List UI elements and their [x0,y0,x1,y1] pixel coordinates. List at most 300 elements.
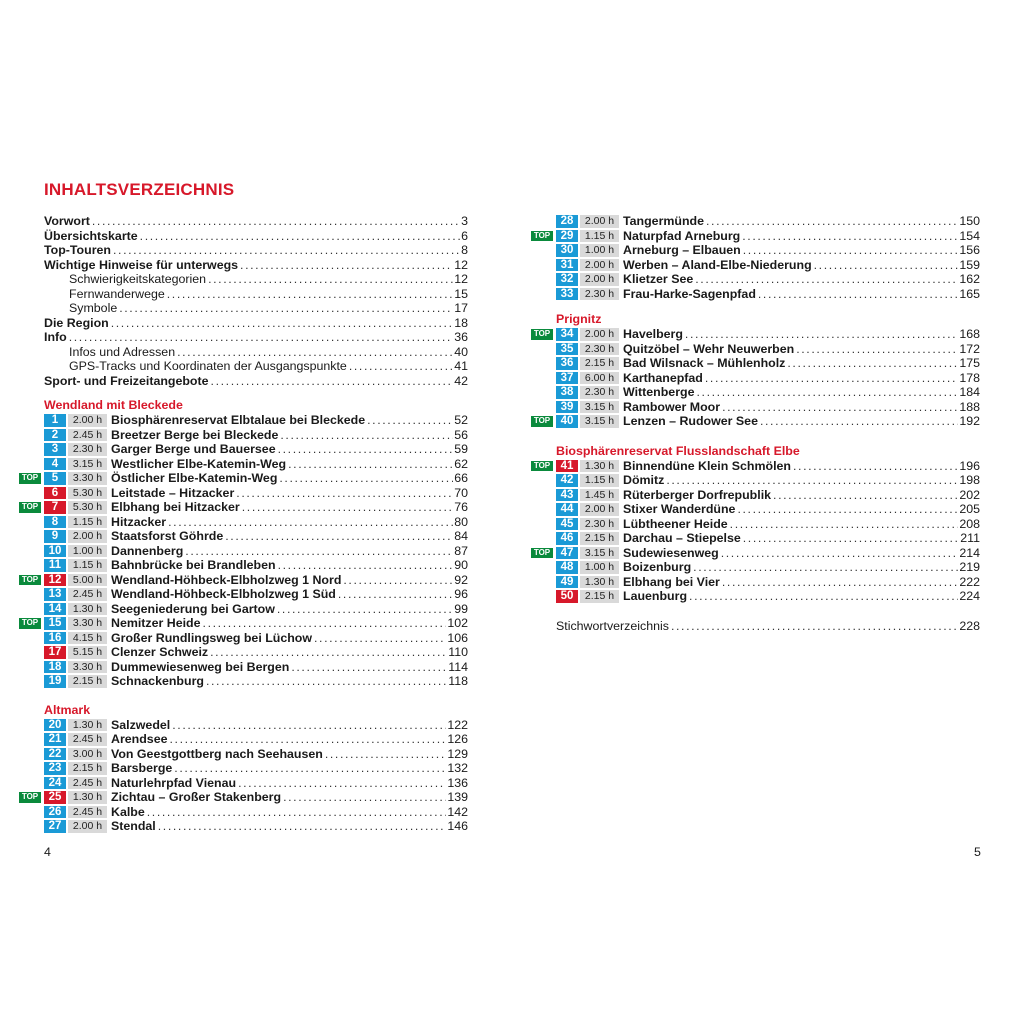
tour-entry-text [111,674,468,689]
leader-dots [730,517,959,532]
tour-entry[interactable] [44,674,468,689]
leader-dots [168,515,453,530]
tour-number-badge: 9 [44,530,66,543]
tour-number-badge: 32 [556,273,578,286]
leader-dots [288,457,453,472]
tour-entry[interactable] [44,718,468,733]
tour-entry[interactable] [556,488,980,503]
tour-entry[interactable] [21,616,468,631]
leader-dots [693,560,958,575]
toc-entry[interactable] [44,345,468,360]
tour-entry-text [623,400,980,415]
toc-entry-page: 3 [461,214,468,228]
tour-name: Lübtheener Heide [623,516,728,531]
leader-dots [206,674,447,689]
toc-entry[interactable] [44,359,468,374]
tour-number-badge: 19 [44,675,66,688]
toc-entry[interactable] [44,258,468,273]
tour-entry[interactable] [44,631,468,646]
tour-duration: 1.00 h [580,561,619,574]
tour-number-badge: 12 [44,574,66,587]
toc-entry-page: 41 [454,359,468,373]
tour-entry[interactable] [556,287,980,302]
tour-duration: 5.00 h [68,574,107,587]
tour-entry-text [623,243,980,258]
tour-number-badge: 1 [44,414,66,427]
tour-entry-text [111,616,468,631]
tour-duration: 1.00 h [68,545,107,558]
tour-duration: 3.30 h [68,472,107,485]
page-number-right: 5 [974,845,981,859]
tour-entry[interactable] [44,776,468,791]
tour-number-badge: 24 [44,777,66,790]
tour-number-badge: 11 [44,559,66,572]
tour-number-badge: 15 [44,617,66,630]
tour-duration: 2.00 h [580,259,619,272]
tour-number-badge: 43 [556,489,578,502]
tour-list-altmark-continued [533,214,980,301]
tour-entry-text [111,573,468,588]
tour-entry[interactable] [21,572,468,588]
leader-dots [169,732,446,747]
tour-entry-text [623,517,980,532]
tour-entry[interactable] [533,414,980,429]
tour-page: 66 [454,471,468,485]
leader-dots [742,229,958,244]
tour-duration: 2.00 h [68,414,107,427]
tour-page: 154 [959,228,980,243]
tour-entry[interactable] [44,457,468,472]
leader-dots [696,385,958,400]
tour-number-badge: 44 [556,503,578,516]
leader-dots [695,272,958,287]
tour-entry[interactable] [44,515,468,530]
tour-duration: 5.30 h [68,501,107,514]
tour-number-badge: 3 [44,443,66,456]
tour-entry[interactable] [21,500,468,515]
toc-entry-label: GPS-Tracks und Koordinaten der Ausgangspunkte [69,359,347,373]
tour-duration: 1.15 h [580,474,619,487]
tour-entry[interactable] [44,486,468,501]
leader-dots [343,573,453,588]
toc-entry-label: Die Region [44,315,109,330]
index-entry-page: 228 [959,618,980,633]
toc-entry[interactable] [44,301,468,316]
tour-duration: 1.15 h [580,230,619,243]
leader-dots [743,531,959,546]
tour-entry-text [111,776,468,791]
section-title-biosphaere: Biosphärenreservat Flusslandschaft Elbe [556,443,800,458]
tour-page: 198 [959,473,980,487]
tour-page: 76 [454,500,468,514]
tour-entry-text [111,761,468,776]
leader-dots [796,342,958,357]
tour-number-badge: 6 [44,487,66,500]
tour-number-badge: 35 [556,343,578,356]
toc-entry-page: 36 [454,330,468,344]
tour-duration: 3.00 h [68,748,107,761]
tour-page: 208 [959,516,980,531]
tour-name: Stixer Wanderdüne [623,502,736,516]
tour-name: Elbhang bei Hitzacker [111,500,240,514]
tour-entry-text [623,214,980,229]
leader-dots [172,718,446,733]
tour-entry[interactable] [556,517,980,532]
leader-dots [242,500,453,515]
tour-number-badge: 49 [556,576,578,589]
tour-entry-text [623,272,980,287]
leader-dots [758,287,958,302]
tour-entry-text [111,529,468,544]
index-entry[interactable] [556,619,980,634]
tour-duration: 1.30 h [68,603,107,616]
tour-number-badge: 27 [44,820,66,833]
tour-entry-text [111,428,468,443]
tour-name: Lenzen – Rudower See [623,414,758,428]
toc-entry-page: 12 [454,272,468,286]
toc-entry-page: 40 [454,344,468,359]
tour-entry[interactable] [556,589,980,604]
tour-number-badge: 22 [44,748,66,761]
tour-page: 188 [959,399,980,414]
tour-page: 156 [959,243,980,257]
top-tour-badge: TOP [531,231,553,242]
tour-name: Karthanepfad [623,370,703,385]
tour-entry-text [623,575,980,590]
tour-duration: 2.00 h [580,328,619,341]
tour-page: 142 [447,804,468,819]
toc-entry-page: 6 [461,228,468,243]
tour-duration: 2.00 h [68,820,107,833]
toc-entry-label: Vorwort [44,214,90,228]
toc-entry[interactable] [44,287,468,302]
tour-page: 84 [454,529,468,543]
top-tour-badge: TOP [531,548,553,559]
tour-duration: 2.30 h [580,386,619,399]
tour-duration: 2.45 h [68,429,107,442]
section-title-prignitz: Prignitz [556,312,602,326]
tour-entry[interactable] [44,747,468,762]
tour-duration: 2.30 h [580,518,619,531]
page-number-left: 4 [44,845,51,859]
tour-entry[interactable] [556,385,980,400]
tour-entry[interactable] [533,458,980,474]
tour-entry[interactable] [556,560,980,575]
tour-entry-text [111,500,468,515]
tour-name: Boizenburg [623,560,692,574]
tour-entry-text [623,258,980,273]
tour-entry-text [111,645,468,660]
leader-dots [92,214,460,229]
tour-page: 122 [447,717,468,732]
tour-duration: 2.30 h [580,288,619,301]
tour-entry[interactable] [44,558,468,573]
leader-dots [113,243,460,258]
tour-entry-text [623,371,980,386]
tour-entry[interactable] [44,819,468,834]
tour-page: 192 [959,414,980,428]
tour-number-badge: 38 [556,386,578,399]
tour-name: Rambower Moor [623,399,721,414]
tour-entry[interactable] [44,587,468,602]
tour-entry[interactable] [556,502,980,517]
tour-entry[interactable] [44,529,468,544]
tour-duration: 2.00 h [580,273,619,286]
tour-entry[interactable] [44,645,468,660]
tour-entry-text [111,486,468,501]
toc-entry-page: 18 [454,315,468,330]
tour-entry-text [623,342,980,357]
tour-entry[interactable] [556,243,980,258]
tour-duration: 2.15 h [68,762,107,775]
page-title: INHALTSVERZEICHNIS [44,180,235,199]
tour-entry[interactable] [556,575,980,590]
tour-number-badge: 46 [556,532,578,545]
toc-entry-page: 15 [454,286,468,301]
top-tour-badge: TOP [19,575,41,586]
tour-entry[interactable] [533,228,980,244]
tour-page: 139 [447,790,468,804]
tour-entry[interactable] [556,342,980,357]
tour-entry[interactable] [44,442,468,457]
tour-list-altmark [21,717,468,834]
tour-number-badge: 30 [556,244,578,257]
tour-name: Rüterberger Dorfrepublik [623,487,772,502]
tour-name: Hitzacker [111,514,167,529]
tour-name: Darchau – Stiepelse [623,531,741,545]
tour-entry[interactable] [533,545,980,561]
toc-entry[interactable] [44,316,468,331]
tour-entry-text [623,502,980,517]
tour-entry[interactable] [556,356,980,371]
tour-duration: 3.15 h [580,415,619,428]
tour-name: Bad Wilsnack – Mühlenholz [623,356,786,370]
tour-name: Dömitz [623,473,665,487]
tour-name: Klietzer See [623,272,694,286]
tour-name: Schnackenburg [111,674,204,688]
tour-number-badge: 29 [556,230,578,243]
tour-name: Arneburg – Elbauen [623,243,741,257]
tour-page: 118 [448,674,468,688]
tour-entry-text [623,229,980,244]
tour-list-biosphaere [533,458,980,604]
tour-entry-text [111,515,468,530]
leader-dots [814,258,959,273]
tour-entry[interactable] [556,531,980,546]
tour-entry[interactable] [556,258,980,273]
tour-entry-text [111,790,468,805]
tour-name: Staatsforst Göhrde [111,529,224,543]
tour-entry[interactable] [44,805,468,820]
section-title-wendland: Wendland mit Bleckede [44,398,183,412]
tour-name: Breetzer Berge bei Bleckede [111,427,279,442]
tour-name: Von Geestgottberg nach Seehausen [111,746,323,761]
tour-entry-text [111,442,468,457]
tour-duration: 1.15 h [68,559,107,572]
toc-entry-label: Sport- und Freizeitangebote [44,373,209,388]
tour-entry[interactable] [556,214,980,229]
leader-dots [722,575,958,590]
toc-entry-page: 12 [454,257,468,272]
tour-entry-text [623,356,980,371]
tour-duration: 5.15 h [68,646,107,659]
toc-entry-page: 17 [454,301,468,315]
tour-entry-text [623,287,980,302]
toc-left-column [21,214,468,834]
tour-entry-text [111,747,468,762]
leader-dots [283,790,446,805]
tour-duration: 6.00 h [580,372,619,385]
tour-name: Nemitzer Heide [111,616,201,630]
tour-page: 99 [454,601,468,616]
tour-page: 90 [454,558,468,572]
leader-dots [210,645,447,660]
tour-name: Havelberg [623,327,683,341]
tour-number-badge: 31 [556,259,578,272]
top-tour-badge: TOP [19,502,41,513]
tour-name: Wendland-Höhbeck-Elbholzweg 1 Nord [111,572,342,587]
leader-dots [69,330,453,345]
leader-dots [737,502,958,517]
leader-dots [225,529,453,544]
tour-page: 56 [454,427,468,442]
tour-name: Dannenberg [111,543,184,558]
tour-number-badge: 8 [44,516,66,529]
leader-dots [278,442,454,457]
leader-dots [140,229,460,244]
tour-entry-text [111,471,468,486]
tour-entry-text [111,602,468,617]
tour-number-badge: 39 [556,401,578,414]
tour-number-badge: 28 [556,215,578,228]
tour-number-badge: 10 [44,545,66,558]
leader-dots [349,359,453,374]
top-tour-badge: TOP [531,329,553,340]
tour-page: 110 [448,645,468,659]
toc-entry-label: Top-Touren [44,243,111,257]
leader-dots [743,243,959,258]
tour-number-badge: 23 [44,762,66,775]
tour-name: Seegeniederung bei Gartow [111,601,275,616]
tour-name: Elbhang bei Vier [623,574,720,589]
toc-entry[interactable] [44,229,468,244]
leader-dots [147,805,447,820]
tour-entry[interactable] [44,732,468,747]
tour-entry-text [623,414,980,429]
tour-duration: 1.30 h [580,460,619,473]
tour-number-badge: 4 [44,458,66,471]
tour-number-badge: 5 [44,472,66,485]
tour-name: Frau-Harke-Sagenpfad [623,286,756,301]
tour-entry[interactable] [44,413,468,428]
tour-entry-text [111,718,468,733]
tour-page: 211 [960,531,980,545]
tour-entry[interactable] [556,371,980,386]
tour-entry-text [623,589,980,604]
tour-duration: 2.15 h [580,590,619,603]
tour-entry[interactable] [556,272,980,287]
leader-dots [236,486,453,501]
toc-entry[interactable] [44,330,468,345]
leader-dots [773,488,958,503]
leader-dots [203,616,447,631]
tour-entry[interactable] [556,473,980,488]
tour-duration: 2.15 h [580,532,619,545]
tour-list-wendland [21,413,468,689]
tour-duration: 2.00 h [580,503,619,516]
tour-entry-text [111,544,468,559]
tour-entry-text [623,385,980,400]
tour-page: 224 [959,589,980,603]
toc-right-column [533,214,980,633]
tour-name: Leitstade – Hitzacker [111,485,235,500]
leader-dots [278,558,454,573]
tour-duration: 3.15 h [580,401,619,414]
tour-duration: 2.45 h [68,733,107,746]
tour-entry[interactable] [44,602,468,617]
leader-dots [111,316,453,331]
tour-number-badge: 40 [556,415,578,428]
tour-name: Sudewiesenweg [623,545,719,560]
tour-entry-text [623,459,980,474]
leader-dots [208,272,453,287]
leader-dots [158,819,447,834]
tour-duration: 2.00 h [68,530,107,543]
tour-duration: 3.15 h [580,547,619,560]
tour-entry[interactable] [44,428,468,443]
toc-entry-label: Fernwanderwege [69,286,165,301]
tour-name: Tangermünde [623,214,705,228]
tour-entry[interactable] [44,660,468,675]
tour-entry[interactable] [21,471,468,486]
leader-dots [277,602,453,617]
tour-duration: 2.45 h [68,806,107,819]
tour-entry[interactable] [44,761,468,776]
tour-duration: 1.30 h [68,719,107,732]
tour-name: Großer Rundlingsweg bei Lüchow [111,630,313,645]
toc-entry[interactable] [44,243,468,258]
tour-name: Salzwedel [111,717,171,732]
tour-name: Quitzöbel – Wehr Neuwerben [623,341,795,356]
leader-dots [760,414,958,429]
tour-page: 159 [959,257,980,272]
tour-page: 175 [959,356,980,370]
tour-number-badge: 47 [556,547,578,560]
toc-entry-label: Wichtige Hinweise für unterwegs [44,257,239,272]
tour-duration: 3.15 h [68,458,107,471]
tour-entry[interactable] [556,400,980,415]
tour-entry[interactable] [533,327,980,342]
front-matter-list [44,214,468,388]
tour-entry[interactable] [44,544,468,559]
tour-duration: 1.30 h [68,791,107,804]
tour-duration: 5.30 h [68,487,107,500]
toc-entry[interactable] [44,214,468,229]
tour-duration: 2.00 h [580,215,619,228]
leader-dots [314,631,446,646]
tour-page: 114 [448,659,468,674]
toc-entry[interactable] [44,272,468,287]
tour-number-badge: 33 [556,288,578,301]
tour-entry-text [623,560,980,575]
tour-entry[interactable] [21,790,468,805]
tour-number-badge: 37 [556,372,578,385]
toc-entry-label: Infos und Adressen [69,344,176,359]
tour-list-prignitz [533,327,980,429]
tour-entry-text [111,631,468,646]
tour-name: Bahnbrücke bei Brandleben [111,558,276,572]
toc-entry[interactable] [44,374,468,389]
